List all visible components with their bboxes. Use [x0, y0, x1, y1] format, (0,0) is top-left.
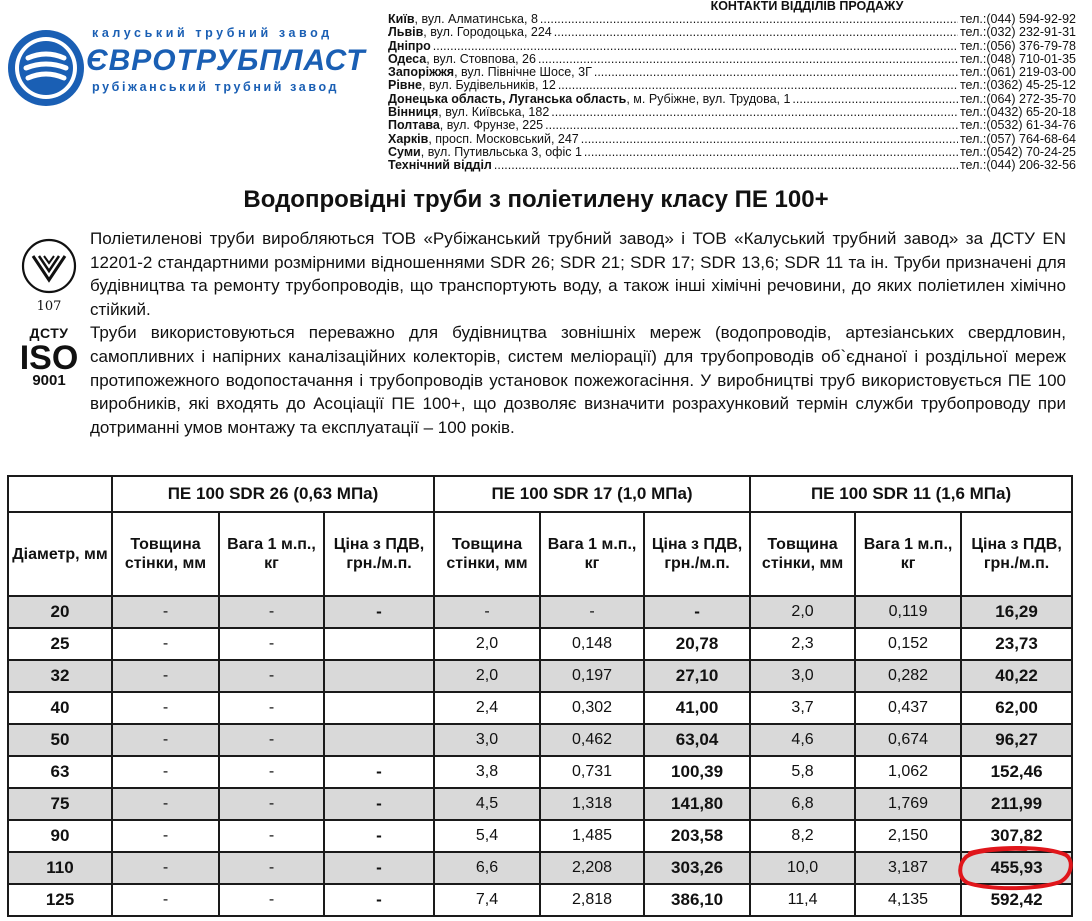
contact-phone-label: тел.: — [959, 91, 987, 106]
cell-sdr17-weight: 2,818 — [540, 884, 644, 916]
leader-dots — [494, 159, 958, 172]
cell-sdr17-price: - — [644, 596, 750, 628]
certification-mark-icon — [18, 236, 80, 312]
contact-city: Харків — [388, 131, 429, 146]
cell-sdr26-weight: - — [219, 596, 324, 628]
cell-sdr17-price: 20,78 — [644, 628, 750, 660]
cell-sdr26-price — [324, 724, 434, 756]
cell-sdr26-thickness: - — [112, 628, 219, 660]
cell-sdr17-weight: - — [540, 596, 644, 628]
cell-sdr17-weight: 0,148 — [540, 628, 644, 660]
contact-row — [388, 53, 1076, 66]
header-blank — [8, 476, 112, 512]
leader-dots — [545, 119, 958, 132]
cell-sdr11-weight: 0,119 — [855, 596, 961, 628]
contact-phone-label: тел.: — [959, 144, 987, 159]
contact-phone: (0432) 65-20-18 — [986, 105, 1076, 120]
cell-sdr26-weight: - — [219, 692, 324, 724]
contact-row — [388, 26, 1076, 39]
table-row — [8, 660, 1072, 692]
logo-emblem-icon — [6, 28, 86, 108]
cell-sdr11-price: 16,29 — [961, 596, 1072, 628]
cell-sdr26-price: - — [324, 788, 434, 820]
cell-sdr17-thickness: 6,6 — [434, 852, 540, 884]
contact-city: Технічний відділ — [388, 158, 492, 173]
cell-sdr17-weight: 0,462 — [540, 724, 644, 756]
leader-dots — [558, 79, 958, 92]
cell-sdr11-thickness: 3,0 — [750, 660, 855, 692]
cell-sdr26-price: - — [324, 596, 434, 628]
cell-sdr11-weight: 0,674 — [855, 724, 961, 756]
contact-phone-label: тел.: — [959, 131, 987, 146]
cell-sdr26-price: - — [324, 852, 434, 884]
contact-phone: (032) 232-91-31 — [986, 25, 1076, 40]
cell-sdr26-thickness: - — [112, 660, 219, 692]
contact-city: Рівне — [388, 78, 422, 93]
contact-row — [388, 159, 1076, 172]
contact-phone: (064) 272-35-70 — [986, 91, 1076, 106]
cell-sdr11-weight: 0,282 — [855, 660, 961, 692]
cell-diameter: 25 — [8, 628, 112, 660]
certifications — [18, 236, 80, 389]
leader-dots — [554, 26, 958, 39]
cell-sdr11-price: 40,22 — [961, 660, 1072, 692]
contact-phone-label: тел.: — [959, 105, 987, 120]
contact-phone: (061) 219-03-00 — [986, 65, 1076, 80]
cell-sdr26-thickness: - — [112, 756, 219, 788]
cell-sdr11-weight: 0,152 — [855, 628, 961, 660]
dstu-label: ДСТУ — [29, 325, 69, 341]
contact-row — [388, 146, 1076, 159]
cell-diameter: 90 — [8, 820, 112, 852]
cell-sdr11-price: 96,27 — [961, 724, 1072, 756]
contact-phone-label: тел.: — [959, 78, 987, 93]
cell-sdr11-price: 455,93 — [961, 852, 1072, 884]
contact-row — [388, 93, 1076, 106]
cell-sdr11-weight: 2,150 — [855, 820, 961, 852]
contact-phone: (056) 376-79-78 — [986, 38, 1076, 53]
sales-contacts — [388, 0, 1076, 173]
cell-sdr26-thickness: - — [112, 820, 219, 852]
cell-sdr11-weight: 1,769 — [855, 788, 961, 820]
iso-number: 9001 — [32, 372, 66, 389]
contact-phone: (0542) 70-24-25 — [986, 144, 1076, 159]
leader-dots — [584, 146, 958, 159]
contact-phone: (044) 594-92-92 — [986, 12, 1076, 26]
cell-sdr11-weight: 1,062 — [855, 756, 961, 788]
company-logo — [6, 18, 378, 110]
description — [90, 227, 1066, 439]
header-diameter: Діаметр, мм — [8, 512, 112, 596]
leader-dots — [594, 66, 958, 79]
cell-diameter: 40 — [8, 692, 112, 724]
contact-city: Одеса — [388, 51, 427, 66]
contact-address: , вул. Алматинська, 8 — [414, 12, 538, 26]
table-row — [8, 756, 1072, 788]
cell-sdr26-price — [324, 660, 434, 692]
header-price: Ціна з ПДВ, грн./м.п. — [324, 512, 434, 596]
table-row — [8, 788, 1072, 820]
cell-sdr11-price: 152,46 — [961, 756, 1072, 788]
cell-sdr17-thickness: 5,4 — [434, 820, 540, 852]
cell-sdr11-thickness: 11,4 — [750, 884, 855, 916]
table-row — [8, 724, 1072, 756]
cell-sdr11-thickness: 3,7 — [750, 692, 855, 724]
contact-phone-label: тел.: — [959, 12, 987, 26]
cell-sdr17-weight: 0,197 — [540, 660, 644, 692]
cell-sdr26-weight: - — [219, 724, 324, 756]
cell-diameter: 20 — [8, 596, 112, 628]
paragraph-production: Поліетиленові труби виробляються ТОВ «Рубіжанський трубний завод» і ТОВ «Калуський трубний завод» за ДСТУ EN 12201-2 стандартними розмірними відношеннями SDR 26; SDR 21; SDR 17; SDR 13,6; SDR 11 та ін. Труби призначені для будівництва та ремонту трубопроводів, що транспортують воду, а також інші хімічні речовини, до яких поліетилен хімічно стійкий. — [90, 229, 1066, 319]
header-weight: Вага 1 м.п., кг — [855, 512, 961, 596]
cell-sdr17-thickness: 2,0 — [434, 628, 540, 660]
cell-sdr26-thickness: - — [112, 596, 219, 628]
cell-sdr17-weight: 0,302 — [540, 692, 644, 724]
cell-sdr17-weight: 1,485 — [540, 820, 644, 852]
header-wall-thickness: Товщина стінки, мм — [434, 512, 540, 596]
contact-address: , вул. Північне Шосе, 3Г — [454, 65, 592, 80]
contact-phone: (0532) 61-34-76 — [986, 118, 1076, 133]
logo-brand-name: ЄВРОТРУБПЛАСТ — [86, 44, 366, 77]
contact-city: Київ — [388, 12, 415, 26]
contact-city: Запоріжжя — [388, 65, 455, 80]
cell-sdr26-price: - — [324, 820, 434, 852]
cell-diameter: 125 — [8, 884, 112, 916]
leader-dots — [792, 93, 958, 106]
cell-sdr17-price: 203,58 — [644, 820, 750, 852]
contact-phone: (057) 764-68-64 — [986, 131, 1076, 146]
highlight-ring — [956, 845, 1074, 891]
contact-address: , вул. Стовпова, 26 — [426, 51, 536, 66]
cell-diameter: 75 — [8, 788, 112, 820]
contact-address: , просп. Московський, 247 — [428, 131, 579, 146]
header-wall-thickness: Товщина стінки, мм — [750, 512, 855, 596]
cell-sdr11-thickness: 10,0 — [750, 852, 855, 884]
contact-city: Львів — [388, 25, 424, 40]
iso-label: ISO — [19, 339, 79, 377]
certification-mark-number: 107 — [36, 299, 62, 312]
table-row — [8, 852, 1072, 884]
contact-row — [388, 106, 1076, 119]
cell-sdr26-thickness: - — [112, 852, 219, 884]
cell-sdr17-thickness: 2,4 — [434, 692, 540, 724]
header-group-sdr17: ПЕ 100 SDR 17 (1,0 МПа) — [434, 476, 750, 512]
contact-phone-label: тел.: — [959, 158, 987, 173]
header-weight: Вага 1 м.п., кг — [540, 512, 644, 596]
contact-address: , вул. Фрунзе, 225 — [439, 118, 544, 133]
table-row — [8, 628, 1072, 660]
cell-sdr26-weight: - — [219, 628, 324, 660]
leader-dots — [581, 133, 958, 146]
cell-diameter: 110 — [8, 852, 112, 884]
contact-row — [388, 40, 1076, 53]
table-row — [8, 820, 1072, 852]
cell-sdr26-weight: - — [219, 852, 324, 884]
cell-sdr17-price: 303,26 — [644, 852, 750, 884]
cell-sdr17-weight: 1,318 — [540, 788, 644, 820]
cell-sdr11-thickness: 4,6 — [750, 724, 855, 756]
contact-address: , вул. Городоцька, 224 — [423, 25, 552, 40]
cell-sdr26-weight: - — [219, 820, 324, 852]
cell-sdr17-thickness: 3,0 — [434, 724, 540, 756]
cell-sdr11-price: 211,99 — [961, 788, 1072, 820]
contact-phone: (044) 206-32-56 — [986, 158, 1076, 173]
logo-bottom-text: рубіжанський трубний завод — [92, 80, 340, 94]
cell-sdr17-thickness: 7,4 — [434, 884, 540, 916]
contact-city: Вінниця — [388, 105, 439, 120]
contact-row — [388, 133, 1076, 146]
contact-phone-label: тел.: — [959, 38, 987, 53]
cell-sdr26-weight: - — [219, 756, 324, 788]
cell-sdr17-price: 27,10 — [644, 660, 750, 692]
cell-sdr26-weight: - — [219, 884, 324, 916]
cell-sdr17-weight: 2,208 — [540, 852, 644, 884]
cell-sdr17-price: 141,80 — [644, 788, 750, 820]
cell-sdr11-weight: 0,437 — [855, 692, 961, 724]
cell-sdr11-thickness: 6,8 — [750, 788, 855, 820]
table-body — [8, 596, 1072, 916]
cell-diameter: 32 — [8, 660, 112, 692]
cell-sdr26-thickness: - — [112, 724, 219, 756]
header-wall-thickness: Товщина стінки, мм — [112, 512, 219, 596]
cell-sdr26-price — [324, 628, 434, 660]
leader-dots — [538, 53, 958, 66]
contact-address: , вул. Путивльська 3, офіс 1 — [420, 144, 582, 159]
page-title: Водопровідні труби з поліетилену класу ПЕ 100+ — [243, 186, 829, 213]
contact-city: Полтава — [388, 118, 440, 133]
cell-sdr26-weight: - — [219, 660, 324, 692]
contact-phone-label: тел.: — [959, 25, 987, 40]
cell-sdr26-thickness: - — [112, 692, 219, 724]
leader-dots — [540, 13, 958, 26]
cell-sdr17-thickness: 4,5 — [434, 788, 540, 820]
contact-phone-label: тел.: — [959, 118, 987, 133]
header-price: Ціна з ПДВ, грн./м.п. — [644, 512, 750, 596]
cell-sdr11-thickness: 2,0 — [750, 596, 855, 628]
paragraph-usage: Труби використовуються переважно для будівництва зовнішніх мереж (водопроводів, артезіанських свердловин, самопливних і напірних каналізаційних колекторів, систем меліорації) для трубопроводів об`єднаної і роздільної мереж протипожежного водопостачання і трубопроводів установок пожежогасіння. У виробництві труб використовується ПЕ 100 виробників, які входять до Асоціації ПЕ 100+, що дозволяє визначити розрахунковий термін служби трубопроводу при дотриманні умов монтажу та експлуатації – 100 років. — [90, 323, 1066, 437]
cell-sdr11-weight: 4,135 — [855, 884, 961, 916]
cell-sdr17-price: 100,39 — [644, 756, 750, 788]
cell-sdr11-price: 307,82 — [961, 820, 1072, 852]
cell-sdr26-thickness: - — [112, 788, 219, 820]
cell-sdr17-thickness: 2,0 — [434, 660, 540, 692]
contact-address: , вул. Будівельників, 12 — [422, 78, 556, 93]
cell-sdr17-price: 41,00 — [644, 692, 750, 724]
cell-sdr17-weight: 0,731 — [540, 756, 644, 788]
cell-sdr11-thickness: 5,8 — [750, 756, 855, 788]
header-price: Ціна з ПДВ, грн./м.п. — [961, 512, 1072, 596]
contact-row — [388, 66, 1076, 79]
contact-phone: (0362) 45-25-12 — [986, 78, 1076, 93]
cell-sdr17-thickness: 3,8 — [434, 756, 540, 788]
contact-city: Донецька область, Луганська область — [388, 91, 627, 106]
cell-sdr17-price: 386,10 — [644, 884, 750, 916]
contact-row — [388, 13, 1076, 26]
cell-sdr26-weight: - — [219, 788, 324, 820]
contact-city: Суми — [388, 144, 421, 159]
cell-sdr17-thickness: - — [434, 596, 540, 628]
leader-dots — [551, 106, 958, 119]
cell-sdr26-price — [324, 692, 434, 724]
leader-dots — [433, 40, 958, 53]
cell-diameter: 63 — [8, 756, 112, 788]
table-row — [8, 884, 1072, 916]
header-weight: Вага 1 м.п., кг — [219, 512, 324, 596]
header-group-sdr11: ПЕ 100 SDR 11 (1,6 МПа) — [750, 476, 1072, 512]
price-table — [7, 475, 1073, 917]
cell-sdr26-price: - — [324, 756, 434, 788]
cell-sdr17-price: 63,04 — [644, 724, 750, 756]
cell-sdr11-weight: 3,187 — [855, 852, 961, 884]
cell-sdr11-thickness: 2,3 — [750, 628, 855, 660]
contact-row — [388, 119, 1076, 132]
contacts-title: КОНТАКТИ ВІДДІЛІВ ПРОДАЖУ — [710, 0, 904, 13]
contact-address: , вул. Київська, 182 — [438, 105, 550, 120]
contact-phone: (048) 710-01-35 — [986, 51, 1076, 66]
header-sub-row — [8, 512, 1072, 596]
cell-sdr11-price: 62,00 — [961, 692, 1072, 724]
cell-diameter: 50 — [8, 724, 112, 756]
table-row — [8, 692, 1072, 724]
contact-city: Дніпро — [388, 38, 431, 53]
cell-sdr11-price: 23,73 — [961, 628, 1072, 660]
header-group-sdr26: ПЕ 100 SDR 26 (0,63 МПа) — [112, 476, 434, 512]
cell-sdr11-price: 592,42 — [961, 884, 1072, 916]
contact-phone-label: тел.: — [959, 65, 987, 80]
contact-phone-label: тел.: — [959, 51, 987, 66]
cell-sdr11-thickness: 8,2 — [750, 820, 855, 852]
header-group-row — [8, 476, 1072, 512]
table-row — [8, 596, 1072, 628]
logo-top-text: калуський трубний завод — [92, 26, 333, 40]
contact-address: , м. Рубіжне, вул. Трудова, 1 — [626, 91, 791, 106]
cell-sdr26-thickness: - — [112, 884, 219, 916]
contact-list — [388, 13, 1076, 173]
contact-row — [388, 79, 1076, 92]
cell-sdr26-price: - — [324, 884, 434, 916]
